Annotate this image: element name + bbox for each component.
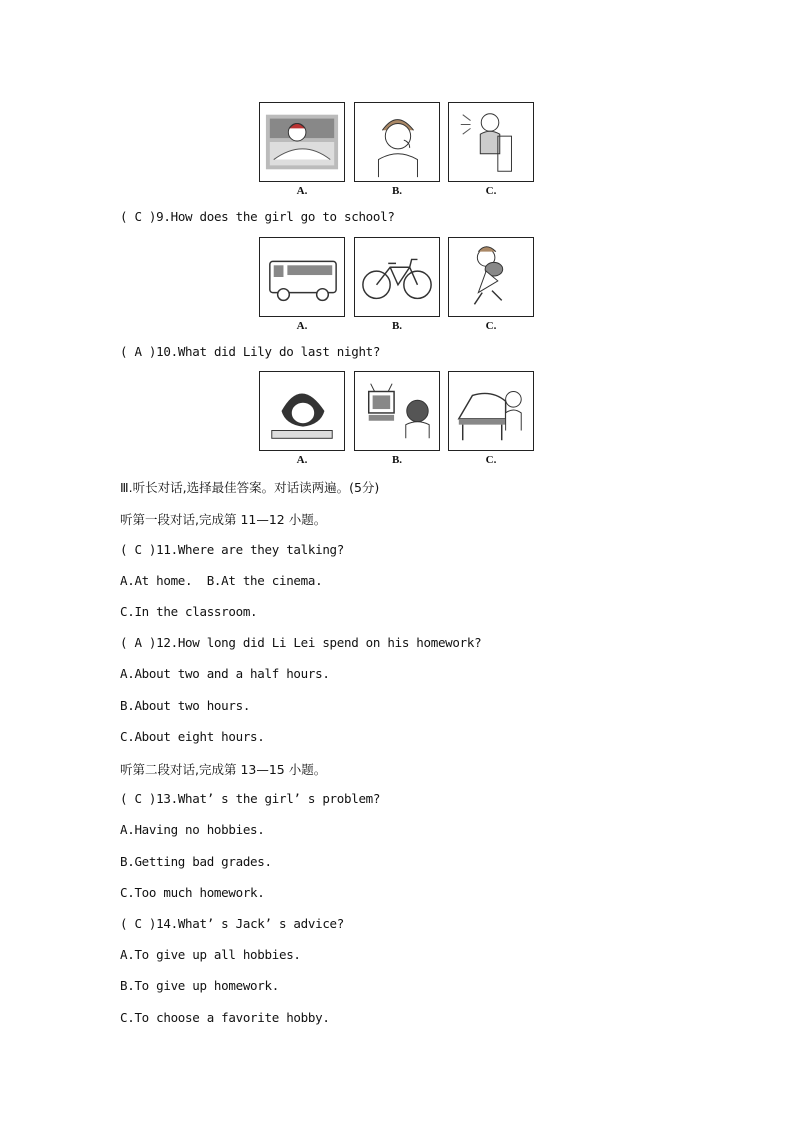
section-3-title: Ⅲ.听长对话,选择最佳答案。对话读两遍。(5分) xyxy=(120,480,380,495)
question-11 xyxy=(120,542,344,557)
girl-studying-picture xyxy=(259,371,345,451)
bicycle-picture xyxy=(354,237,440,317)
question-13-option-c: C.Too much homework. xyxy=(120,885,265,900)
option-b-caption: B. xyxy=(391,454,403,466)
question-13-option-a: A.Having no hobbies. xyxy=(120,822,265,837)
answer-mark: ( C ) xyxy=(120,791,157,806)
question-11-option-c: C.In the classroom. xyxy=(120,604,258,619)
question-12 xyxy=(120,635,481,650)
sleeping-in-bed-picture xyxy=(259,102,345,182)
question-9 xyxy=(120,209,395,224)
question-12-option-c: C.About eight hours. xyxy=(120,729,265,744)
option-a-caption: A. xyxy=(296,320,308,332)
question-13-option-b: B.Getting bad grades. xyxy=(120,854,272,869)
answer-mark: ( A ) xyxy=(120,635,157,650)
question-text: 12.How long did Li Lei spend on his homework? xyxy=(156,635,482,650)
dialog-1-intro: 听第一段对话,完成第 11—12 小题。 xyxy=(120,512,327,527)
boy-with-headache-picture xyxy=(354,102,440,182)
answer-mark: ( A ) xyxy=(120,344,157,359)
question-text: 9.How does the girl go to school? xyxy=(156,209,395,224)
playing-piano-picture xyxy=(448,371,534,451)
dialog-2-intro: 听第二段对话,完成第 13—15 小题。 xyxy=(120,762,327,777)
answer-mark: ( C ) xyxy=(120,542,157,557)
bus-picture xyxy=(259,237,345,317)
picture-row-q10 xyxy=(259,371,535,471)
option-b-caption: B. xyxy=(391,185,403,197)
question-text: 13.What’ s the girl’ s problem? xyxy=(156,791,381,806)
picture-row-q9 xyxy=(259,237,535,337)
question-12-option-b: B.About two hours. xyxy=(120,698,251,713)
question-11-option-ab: A.At home. B.At the cinema. xyxy=(120,573,323,588)
question-14-option-a: A.To give up all hobbies. xyxy=(120,947,301,962)
boy-coughing-picture xyxy=(448,102,534,182)
answer-mark: ( C ) xyxy=(120,916,157,931)
option-c-caption: C. xyxy=(485,320,497,332)
question-14-option-c: C.To choose a favorite hobby. xyxy=(120,1010,330,1025)
question-12-option-a: A.About two and a half hours. xyxy=(120,666,330,681)
watching-tv-picture xyxy=(354,371,440,451)
option-b-caption: B. xyxy=(391,320,403,332)
question-13 xyxy=(120,791,380,806)
option-a-caption: A. xyxy=(296,454,308,466)
option-c-caption: C. xyxy=(485,454,497,466)
question-text: 14.What’ s Jack’ s advice? xyxy=(156,916,345,931)
option-a-caption: A. xyxy=(296,185,308,197)
question-14 xyxy=(120,916,344,931)
question-text: 10.What did Lily do last night? xyxy=(156,344,381,359)
picture-row-q8 xyxy=(259,102,535,202)
option-c-caption: C. xyxy=(485,185,497,197)
question-10 xyxy=(120,344,380,359)
girl-running-picture xyxy=(448,237,534,317)
question-text: 11.Where are they talking? xyxy=(156,542,345,557)
question-14-option-b: B.To give up homework. xyxy=(120,978,279,993)
answer-mark: ( C ) xyxy=(120,209,157,224)
